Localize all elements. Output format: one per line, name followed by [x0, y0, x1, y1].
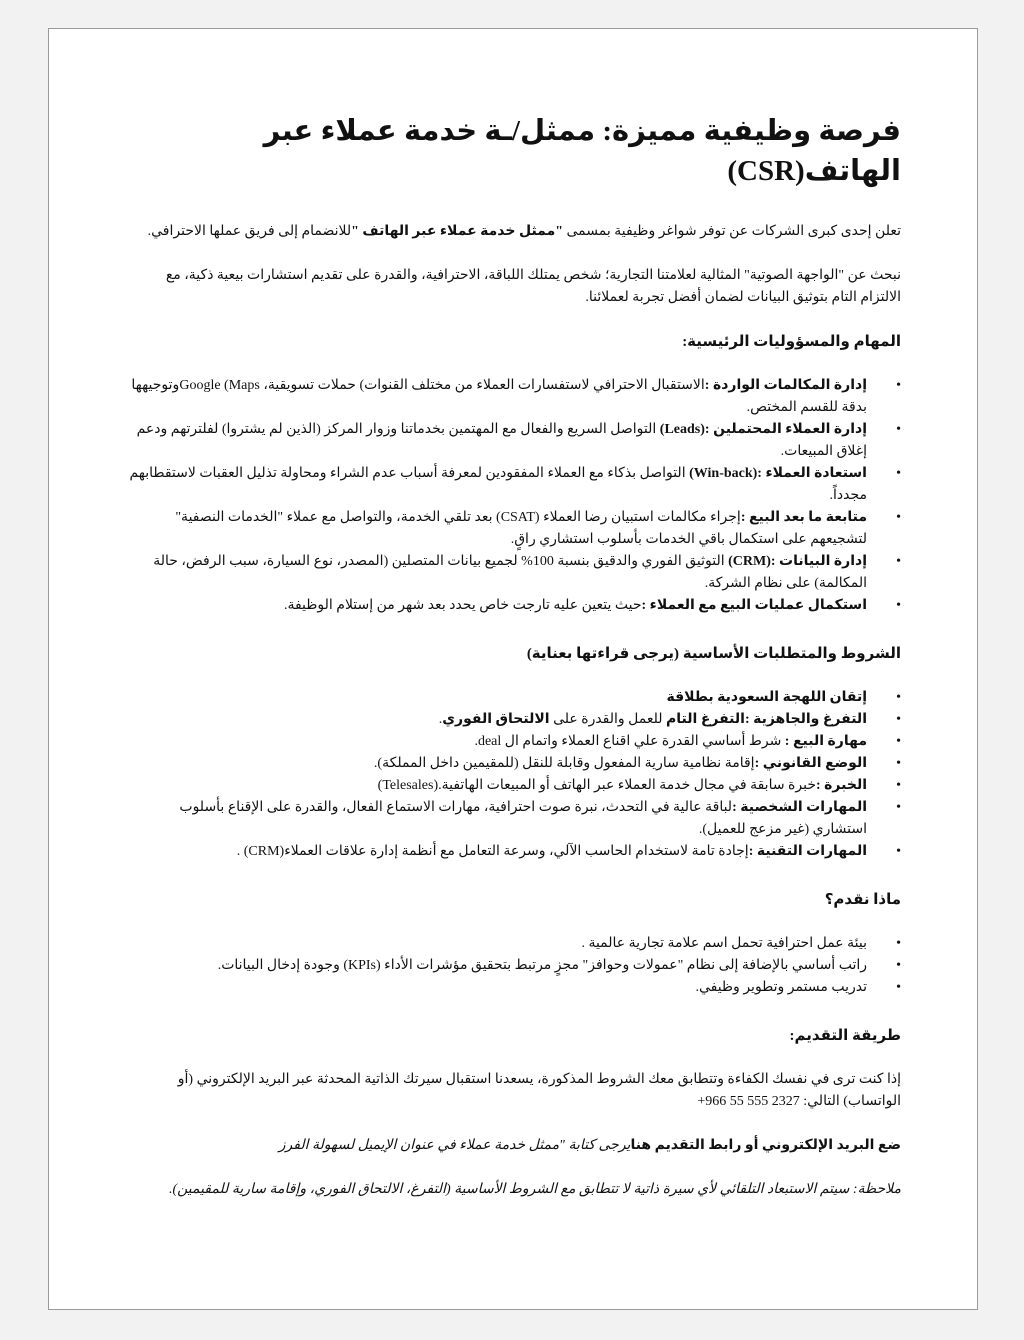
item-text: إقامة نظامية سارية المفعول وقابلة للنقل (للمقيمين داخل المملكة).	[373, 756, 755, 771]
requirements-list	[125, 687, 901, 863]
list-item	[125, 731, 867, 753]
responsibilities-list	[125, 375, 901, 617]
list-item	[125, 375, 867, 419]
offer-heading: ماذا نقدم؟	[824, 892, 901, 908]
item-label: إدارة العملاء المحتملين :(Leads)	[659, 422, 867, 437]
item-label-2: الالتحاق الفوري	[442, 712, 550, 727]
item-label: استعادة العملاء :(Win-back)	[689, 466, 867, 481]
item-text: التواصل بذكاء مع العملاء المفقودين لمعرفة أسباب عدم الشراء ومحاولة تذليل العقبات لاستقطابهم مجدداً.	[129, 466, 867, 503]
item-label: إدارة المكالمات الواردة :	[704, 378, 867, 393]
apply-paragraph	[125, 1069, 901, 1113]
list-item	[125, 507, 867, 551]
apply-text: إذا كنت ترى في نفسك الكفاءة وتتطابق معك الشروط المذكورة، يسعدنا استقبال سيرتك الذاتية المحدثة عبر البريد الإلكتروني (أو الواتساب) التالي:	[177, 1072, 901, 1109]
apply-heading: طريقة التقديم:	[789, 1028, 901, 1044]
list-item	[125, 797, 867, 841]
requirements-heading: الشروط والمتطلبات الأساسية (يرجى قراءتها بعناية)	[526, 646, 901, 662]
item-label: التفرغ والجاهزية :التفرغ التام	[666, 712, 867, 727]
item-label: المهارات التقنية :	[748, 844, 867, 859]
list-item	[125, 841, 867, 863]
phone-number: +966 55 555 2327	[697, 1094, 800, 1109]
item-text: الاستقبال الاحترافي لاستفسارات العملاء من مختلف القنوات) حملات تسويقية، Google (Mapsوتوجيهها بدقة للقسم المختص.	[131, 378, 867, 415]
item-text: التوثيق الفوري والدقيق بنسبة 100% لجميع بيانات المتصلين (المصدر، نوع السيارة، سبب الرفض، حالة المكالمة) على نظام الشركة.	[153, 554, 867, 591]
list-item	[125, 775, 867, 797]
item-label: إدارة البيانات :(CRM)	[728, 554, 867, 569]
list-item	[125, 595, 867, 617]
job-title-bold: "ممثل خدمة عملاء عبر الهاتف "	[351, 224, 564, 239]
list-item: • بيئة عمل احترافية تحمل اسم علامة تجارية عالمية .	[125, 933, 867, 955]
item-label: إتقان اللهجة السعودية بطلاقة	[666, 690, 867, 705]
list-item: • تدريب مستمر وتطوير وظيفي.	[125, 977, 867, 999]
list-item	[125, 687, 867, 709]
apply-instruction	[125, 1135, 901, 1157]
intro-paragraph	[125, 221, 901, 243]
list-item	[125, 463, 867, 507]
item-text: إجادة تامة لاستخدام الحاسب الآلي، وسرعة التعامل مع أنظمة إدارة علاقات العملاء(CRM) .	[236, 844, 749, 859]
item-label: المهارات الشخصية :	[732, 800, 867, 815]
item-text: إجراء مكالمات استبيان رضا العملاء (CSAT) بعد تلقي الخدمة، والتواصل مع عملاء "الخدمات النصفية" لتشجيعهم على استكمال باقي الخدمات بأسلوب استشاري راقٍ.	[175, 510, 867, 547]
document-page	[48, 28, 978, 1310]
item-text: خبرة سابقة في مجال خدمة العملاء عبر الهاتف أو المبيعات الهاتفية.(Telesales)	[377, 778, 816, 793]
item-text: للعمل والقدرة على	[549, 712, 667, 727]
item-label: الخبرة :	[816, 778, 867, 793]
responsibilities-heading: المهام والمسؤوليات الرئيسية:	[682, 334, 901, 350]
item-label: الوضع القانوني :	[754, 756, 867, 771]
item-label: مهارة البيع :	[784, 734, 867, 749]
item-text: حيث يتعين عليه تارجت خاص يحدد بعد شهر من إستلام الوظيفة.	[283, 598, 642, 613]
list-item	[125, 551, 867, 595]
offer-list	[125, 933, 901, 999]
item-label: متابعة ما بعد البيع :	[740, 510, 867, 525]
note-paragraph: ملاحظة: سيتم الاستبعاد التلقائي لأي سيرة ذاتية لا تتطابق مع الشروط الأساسية (التفرغ، الالتحاق الفوري، وإقامة سارية للمقيمين).	[168, 1182, 901, 1197]
subject-instruction: يرجى كتابة "ممثل خدمة عملاء في عنوان الإيميل لسهولة الفرز	[278, 1138, 631, 1153]
intro-text-end: للانضمام إلى فريق عملها الاحترافي.	[147, 224, 352, 239]
item-text: التواصل السريع والفعال مع المهتمين بخدماتنا وزوار المركز (الذين لم يشتروا) لفلترتهم ودعم إغلاق المبيعات.	[136, 422, 867, 459]
item-text: شرط أساسي القدرة علي اقناع العملاء واتمام ال deal.	[474, 734, 785, 749]
intro-text: تعلن إحدى كبرى الشركات عن توفر شواغر وظيفية بمسمى	[563, 224, 901, 239]
page-title: فرصة وظيفية مميزة: ممثل/ـة خدمة عملاء عبر الهاتف(CSR)	[263, 115, 901, 187]
item-text-end: .	[438, 712, 443, 727]
list-item	[125, 419, 867, 463]
about-paragraph: نبحث عن "الواجهة الصوتية" المثالية لعلامتنا التجارية؛ شخص يمتلك اللباقة، الاحترافية، والقدرة على تقديم استشارات بيعية ذكية، مع الالتزام التام بتوثيق البيانات لضمان أفضل تجربة لعملائنا.	[165, 268, 901, 305]
list-item	[125, 709, 867, 731]
email-placeholder: ضع البريد الإلكتروني أو رابط التقديم هنا	[630, 1138, 901, 1153]
list-item: • راتب أساسي بالإضافة إلى نظام "عمولات وحوافز" مجزٍ مرتبط بتحقيق مؤشرات الأداء (KPIs) وجودة إدخال البيانات.	[125, 955, 867, 977]
document-content	[125, 111, 901, 1223]
item-label: استكمال عمليات البيع مع العملاء :	[641, 598, 867, 613]
list-item	[125, 753, 867, 775]
item-text: لباقة عالية في التحدث، نبرة صوت احترافية، مهارات الاستماع الفعال، والقدرة على الإقناع بأسلوب استشاري (غير مزعج للعميل).	[179, 800, 867, 837]
